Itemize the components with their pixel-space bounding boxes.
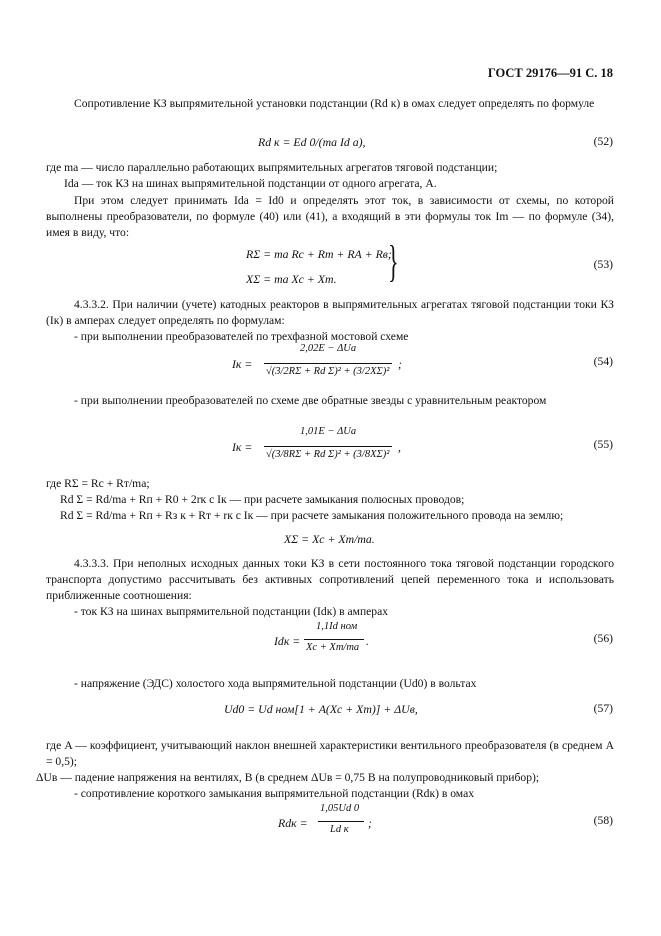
where-a: где A — коэффициент, учитывающий наклон внешней характеристики вентильного преобразователя (в среднем A = 0,5); (46, 739, 614, 768)
formula-55-denominator: √(3/8RΣ + Rd Σ)² + (3/8XΣ)² (266, 449, 390, 460)
formula-58-lhs: Rdк = (278, 816, 308, 830)
formula-55-numerator: 1,01E − ΔUа (300, 426, 357, 437)
formula-56-lhs: Idк = (274, 634, 301, 648)
formula-54-lhs: Iк = (232, 357, 253, 371)
fraction-bar (264, 363, 392, 364)
formula-57: Ud0 = Ud ном[1 + A(Xс + Xт)] + ΔUв, (224, 702, 418, 716)
where-rdsigma-ground: Rd Σ = Rd/mа + Rп + Rз к + Rт + rк с Iк — при расчете замыкания положительного провода на землю; (60, 509, 564, 522)
formula-52-number: (52) (593, 135, 613, 148)
formula-56-number: (56) (593, 632, 613, 645)
formula-54-tail: ; (398, 357, 402, 371)
formula-58-denominator: Ld к (330, 824, 349, 835)
formula-52: Rd к = Ed 0/(mа Id а), (258, 135, 366, 149)
formula-53-line1: RΣ = mа Rс + Rт + RА + Rв; (246, 247, 392, 261)
right-brace: } (388, 237, 399, 286)
where-delta-uv: ΔUв — падение напряжения на вентилях, В (в среднем ΔUв = 0,75 В на полупроводниковый прибор); (36, 771, 540, 784)
list-item-rdk: - сопротивление короткого замыкания выпрямительной подстанции (Rdк) в омах (74, 787, 475, 800)
formula-53-number: (53) (593, 258, 613, 271)
formula-58-number: (58) (593, 814, 613, 827)
formula-57-number: (57) (593, 702, 613, 715)
formula-55-lhs: Iк = (232, 440, 253, 454)
formula-53-line2: XΣ = mа Xс + Xт. (246, 272, 337, 286)
formula-56-numerator: 1,1Id ном (316, 621, 358, 632)
fraction-bar (264, 446, 392, 447)
list-item-bridge: - при выполнении преобразователей по трехфазной мостовой схеме (74, 330, 409, 343)
where-ma: где mа — число параллельно работающих выпрямительных агрегатов тяговой подстанции; (46, 161, 498, 174)
list-item-double-star: - при выполнении преобразователей по схеме две обратные звезды с уравнительным реактором (74, 394, 547, 407)
formula-54-number: (54) (593, 355, 613, 368)
where-rdsigma-poles: Rd Σ = Rd/mа + Rп + R0 + 2rк с Iк — при расчете замыкания полюсных проводов; (60, 493, 465, 506)
list-item-idk: - ток КЗ на шинах выпрямительной подстанции (Idк) в амперах (74, 605, 389, 618)
fraction-bar (318, 821, 364, 822)
where-rsigma: где RΣ = Rс + Rт/mа; (46, 477, 150, 490)
paragraph-4-3-3-2: 4.3.3.2. При наличии (учете) катодных реакторов в выпрямительных агрегатах тяговой подстанции токи КЗ (Iк) в амперах следует определять по формулам: (46, 298, 614, 327)
formula-xsigma: XΣ = Xс + Xт/mа. (284, 532, 375, 546)
formula-58-tail: ; (368, 816, 372, 830)
formula-54-denominator: √(3/2RΣ + Rd Σ)² + (3/2XΣ)² (266, 366, 390, 377)
where-ida: Idа — ток КЗ на шинах выпрямительной подстанции от одного агрегата, А. (64, 177, 437, 190)
formula-56-denominator: Xс + Xт/mа (306, 642, 360, 653)
formula-55-number: (55) (593, 438, 613, 451)
page-header: ГОСТ 29176—91 С. 18 (487, 66, 613, 80)
formula-55-tail: , (398, 440, 401, 454)
formula-56-tail: . (366, 634, 369, 648)
list-item-ud0: - напряжение (ЭДС) холостого хода выпрямительной подстанции (Ud0) в вольтах (74, 677, 477, 690)
formula-58-numerator: 1,05Ud 0 (320, 803, 360, 814)
paragraph-4-3-3-3: 4.3.3.3. При неполных исходных данных токи КЗ в сети постоянного тока тяговой подстанции городского транспорта допустимо рассчитывать без активных сопротивлений цепей переменного тока и использовать приближенные соотношения: (46, 557, 614, 602)
paragraph-ida-rule: При этом следует принимать Idа = Id0 и определять этот ток, в зависимости от схемы, по которой выполнены преобразователи, по формуле (40) или (41), а входящий в эти формулы ток Im — по формуле (34), имея в виду, что: (46, 194, 614, 239)
fraction-bar (304, 639, 364, 640)
formula-54-numerator: 2,02E − ΔUа (300, 343, 357, 354)
paragraph-rdk-intro: Сопротивление КЗ выпрямительной установки подстанции (Rd к) в омах следует определять по формуле (74, 97, 595, 110)
